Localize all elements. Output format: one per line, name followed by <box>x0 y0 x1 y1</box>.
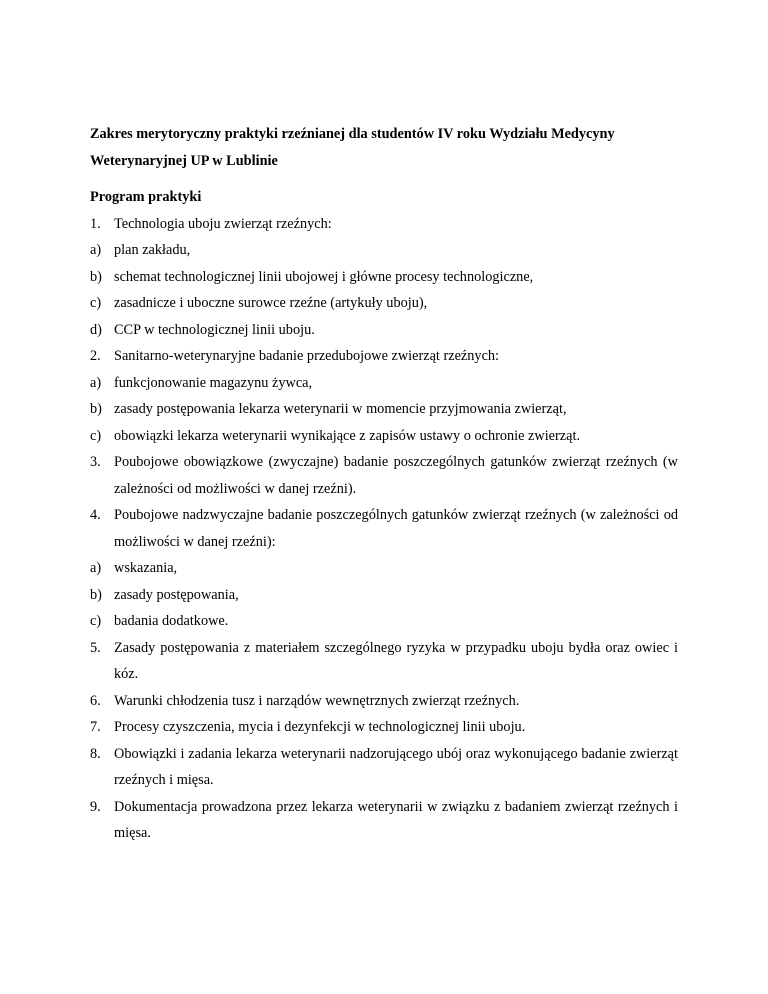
list-marker: b) <box>90 401 102 417</box>
list-item-text: obowiązki lekarza weterynarii wynikające z zapisów ustawy o ochronie zwierząt. <box>114 427 581 444</box>
list-marker: b) <box>90 268 102 285</box>
list-item <box>90 423 678 450</box>
list-item-text: Poubojowe obowiązkowe (zwyczajne) badanie poszczególnych gatunków zwierząt rzeźnych (w zależności od możliwości w danej rzeźni). <box>114 454 678 497</box>
list-item <box>90 714 678 741</box>
list-item-text: Warunki chłodzenia tusz i narządów wewnętrznych zwierząt rzeźnych. <box>114 692 520 709</box>
list-item <box>90 794 678 847</box>
list-item <box>90 555 678 582</box>
list-item-text: Poubojowe nadzwyczajne badanie poszczególnych gatunków zwierząt rzeźnych (w zależności od możliwości w danej rzeźni): <box>114 507 678 550</box>
list-item-text: Procesy czyszczenia, mycia i dezynfekcji w technologicznej linii uboju. <box>114 719 526 735</box>
list-item-text: plan zakładu, <box>114 242 191 258</box>
list-marker: 8. <box>90 745 101 762</box>
program-list <box>90 211 678 847</box>
list-item-text: Technologia uboju zwierząt rzeźnych: <box>114 215 332 232</box>
list-item-text: CCP w technologicznej linii uboju. <box>114 321 315 338</box>
list-marker: 7. <box>90 719 101 735</box>
list-item-text: wskazania, <box>114 560 178 576</box>
list-marker: 5. <box>90 639 101 656</box>
list-marker: c) <box>90 613 102 629</box>
list-item-text: Dokumentacja prowadzona przez lekarza weterynarii w związku z badaniem zwierząt rzeźnych i mięsa. <box>114 798 678 841</box>
list-item-text: zasadnicze i uboczne surowce rzeźne (artykuły uboju), <box>114 295 428 311</box>
list-item-text: schemat technologicznej linii ubojowej i główne procesy technologiczne, <box>114 268 534 285</box>
list-marker: 9. <box>90 798 101 815</box>
list-marker: d) <box>90 321 102 338</box>
section-heading: Program praktyki <box>90 189 202 205</box>
list-item <box>90 608 678 635</box>
list-item-text: Obowiązki i zadania lekarza weterynarii nadzorującego ubój oraz wykonującego badanie zwierząt rzeźnych i mięsa. <box>114 745 678 788</box>
list-item <box>90 396 678 423</box>
list-item <box>90 317 678 344</box>
list-marker: a) <box>90 242 102 258</box>
list-marker: c) <box>90 427 102 444</box>
list-item <box>90 635 678 688</box>
list-marker: a) <box>90 374 102 391</box>
list-item-text: zasady postępowania, <box>114 586 239 603</box>
list-item-text: badania dodatkowe. <box>114 613 229 629</box>
list-marker: 1. <box>90 215 101 232</box>
list-item <box>90 264 678 291</box>
list-marker: b) <box>90 586 102 603</box>
list-item <box>90 370 678 397</box>
list-item <box>90 741 678 794</box>
title-line-2: Weterynaryjnej UP w Lublinie <box>90 152 278 169</box>
list-item <box>90 343 678 370</box>
document-content <box>90 121 678 847</box>
list-marker: 3. <box>90 454 101 470</box>
list-marker: a) <box>90 560 102 576</box>
title-line-1: Zakres merytoryczny praktyki rzeźnianej dla studentów IV roku Wydziału Medycyny <box>90 126 615 142</box>
list-marker: 4. <box>90 507 101 523</box>
list-marker: 2. <box>90 348 101 364</box>
list-item <box>90 449 678 502</box>
list-item <box>90 688 678 715</box>
list-marker: c) <box>90 295 102 311</box>
list-item <box>90 237 678 264</box>
list-item <box>90 290 678 317</box>
list-item <box>90 502 678 555</box>
list-item <box>90 582 678 609</box>
document-title <box>90 121 678 174</box>
list-item-text: Sanitarno-weterynaryjne badanie przedubojowe zwierząt rzeźnych: <box>114 348 500 364</box>
list-item-text: zasady postępowania lekarza weterynarii w momencie przyjmowania zwierząt, <box>114 401 567 417</box>
list-item-text: funkcjonowanie magazynu żywca, <box>114 374 313 391</box>
list-item <box>90 211 678 238</box>
list-marker: 6. <box>90 692 101 709</box>
list-item-text: Zasady postępowania z materiałem szczególnego ryzyka w przypadku uboju bydła oraz owiec i kóz. <box>114 639 678 682</box>
